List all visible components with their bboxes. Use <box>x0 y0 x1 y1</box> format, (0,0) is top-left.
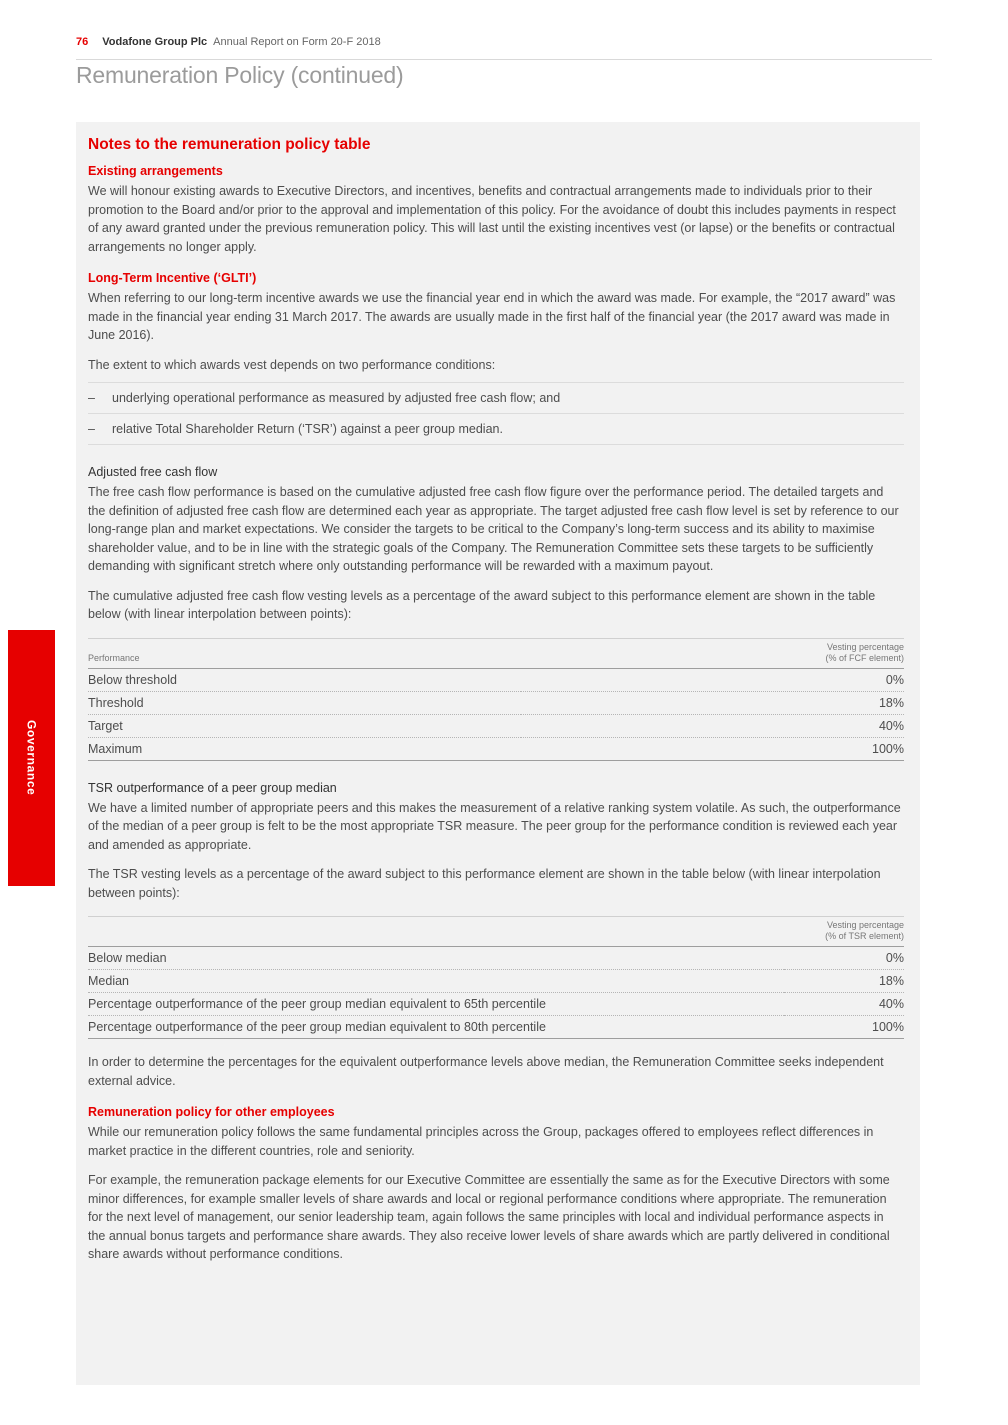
vesting-header-line2: (% of FCF element) <box>825 652 904 663</box>
tsr-paragraph-3: In order to determine the percentages for the equivalent outperformance levels above median, the Remuneration Committee seeks independent external advice. <box>88 1055 884 1088</box>
table-col-header-vesting <box>521 638 904 668</box>
fcf-paragraph-1: The free cash flow performance is based on the cumulative adjusted free cash flow figure over the performance period. The detailed targets and the definition of adjusted free cash flow are determined each year as appropriate. The target adjusted free cash flow level is set by reference to our long-range plan and market expectations. We consider the targets to be critical to the Company’s long-term success and its ability to maximise shareholder value, and to be in line with the strategic goals of the Company. The Remuneration Committee sets these targets to be sufficiently demanding with significant stretch where only outstanding performance will be rewarded with a maximum payout. <box>88 485 899 573</box>
table-row <box>88 668 904 691</box>
table-row <box>88 737 904 760</box>
table-row <box>88 993 904 1016</box>
vesting-header-line2: (% of TSR element) <box>825 931 904 941</box>
row-label: Below threshold <box>88 668 521 691</box>
tsr-heading: TSR outperformance of a peer group median <box>88 780 337 795</box>
page-number: 76 <box>76 36 89 48</box>
row-value: 100% <box>521 737 904 760</box>
row-label: Target <box>88 714 521 737</box>
row-value: 40% <box>784 993 904 1016</box>
row-label: Threshold <box>88 691 521 714</box>
row-label: Percentage outperformance of the peer group median equivalent to 80th percentile <box>88 1016 784 1039</box>
table-row <box>88 714 904 737</box>
table-col-header-vesting <box>784 917 904 947</box>
row-value: 40% <box>521 714 904 737</box>
table-col-header-performance: Performance <box>88 638 521 668</box>
row-label: Percentage outperformance of the peer group median equivalent to 65th percentile <box>88 993 784 1016</box>
existing-arrangements-heading: Existing arrangements <box>88 164 223 178</box>
performance-conditions-list <box>88 382 904 445</box>
list-item-text: relative Total Shareholder Return (‘TSR’) against a peer group median. <box>112 422 503 436</box>
report-title: Annual Report on Form 20-F 2018 <box>213 36 381 48</box>
other-employees-paragraph-2: For example, the remuneration package elements for our Executive Committee are essentially the same as for the Executive Directors with some minor differences, for example smaller levels of share awards and local or regional performance conditions where appropriate. The remuneration for the next level of management, our senior leadership team, again follows the same principles with local and individual performance aspects in the annual bonus targets and performance share awards. They also receive lower levels of share awards which are partly delivered in conditional share awards without performance conditions. <box>88 1173 890 1261</box>
glti-heading: Long-Term Incentive (‘GLTI’) <box>88 271 257 285</box>
other-employees-heading: Remuneration policy for other employees <box>88 1105 335 1119</box>
glti-paragraph-2: The extent to which awards vest depends on two performance conditions: <box>88 357 496 372</box>
row-value: 100% <box>784 1016 904 1039</box>
other-employees-paragraph-1: While our remuneration policy follows the same fundamental principles across the Group, packages offered to employees reflect differences in market practice in the different countries, role and seniority. <box>88 1125 874 1158</box>
page-title: Remuneration Policy (continued) <box>76 62 404 88</box>
row-label: Below median <box>88 947 784 970</box>
governance-tab-label: Governance <box>24 720 39 796</box>
table-row <box>88 1016 904 1039</box>
row-value: 0% <box>784 947 904 970</box>
table-header-row <box>88 638 904 668</box>
list-item <box>88 413 904 445</box>
list-item <box>88 382 904 413</box>
table-col-header-blank <box>88 917 784 947</box>
fcf-heading: Adjusted free cash flow <box>88 465 218 479</box>
vesting-header-line1: Vesting percentage <box>826 641 904 652</box>
table-row <box>88 970 904 993</box>
dash-marker: – <box>88 422 95 436</box>
glti-paragraph-1: When referring to our long-term incentive awards we use the financial year end in which the award was made. For example, the “2017 award” was made in the financial year ending 31 March 2017. The awards are usually made in the first half of the financial year (the 2017 award was made in June 2016). <box>88 291 896 342</box>
notes-heading: Notes to the remuneration policy table <box>88 136 371 153</box>
notes-content-box <box>76 122 920 1385</box>
fcf-vesting-table <box>88 638 904 761</box>
dash-marker: – <box>88 391 95 405</box>
row-value: 0% <box>521 668 904 691</box>
existing-arrangements-paragraph: We will honour existing awards to Executive Directors, and incentives, benefits and contractual arrangements made to individuals prior to their promotion to the Board and/or prior to the approval and implementation of this policy. For the avoidance of doubt this includes payments in respect of any award granted under the previous remuneration policy. This will last until the existing incentives vest (or lapse) or the benefits or contractual arrangements no longer apply. <box>88 184 896 254</box>
tsr-vesting-table <box>88 916 904 1039</box>
report-header <box>76 36 932 60</box>
governance-section-tab <box>8 630 55 886</box>
row-label: Maximum <box>88 737 521 760</box>
table-header-row <box>88 917 904 947</box>
table-row <box>88 691 904 714</box>
row-label: Median <box>88 970 784 993</box>
row-value: 18% <box>784 970 904 993</box>
vesting-header-line1: Vesting percentage <box>826 920 904 930</box>
table-row <box>88 947 904 970</box>
company-name: Vodafone Group Plc <box>102 36 208 48</box>
row-value: 18% <box>521 691 904 714</box>
fcf-paragraph-2: The cumulative adjusted free cash flow vesting levels as a percentage of the award subject to this performance element are shown in the table below (with linear interpolation between points): <box>88 588 876 621</box>
list-item-text: underlying operational performance as measured by adjusted free cash flow; and <box>112 391 561 405</box>
tsr-paragraph-1: We have a limited number of appropriate peers and this makes the measurement of a relative ranking system volatile. As such, the outperformance of the median of a peer group is felt to be the most appropriate TSR measure. The peer group for the performance condition is reviewed each year and amended as appropriate. <box>88 800 901 852</box>
tsr-paragraph-2: The TSR vesting levels as a percentage of the award subject to this performance element are shown in the table below (with linear interpolation between points): <box>88 867 881 900</box>
